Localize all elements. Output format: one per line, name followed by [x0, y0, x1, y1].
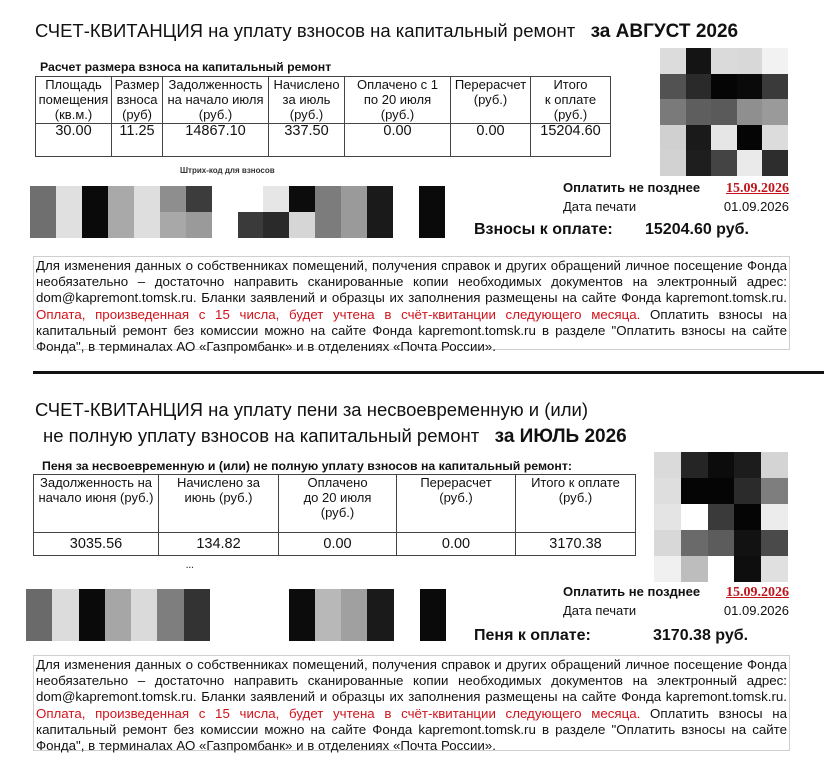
print-date-label: Дата печати — [563, 603, 637, 618]
receipt1-due-block — [563, 180, 789, 214]
barcode-image — [30, 186, 445, 238]
receipt2-total-value: 3170.38 руб. — [653, 627, 749, 644]
print-date-value: 01.09.2026 — [723, 603, 789, 618]
receipt1-value-cell: 0.00 — [345, 124, 451, 157]
receipt1-header-cell: Перерасчет (руб.) — [451, 77, 531, 124]
receipt1-notice: Для изменения данных о собственниках помещений, получения справок и других обращений личное посещение Фонда необязательно – достаточно направить сканированные копии необходимых документов на электронный адрес: dom@kapremont.tomsk.ru. Бланки заявлений и образцы их заполнения размещены на сайте Фонда kapremont.tomsk.ru. Оплата, произведенная с 15 числа, будет учтена в счёт-квитанции следующего месяца. Оплатить взносы на капитальный ремонт без комиссии можно на сайте Фонда kapremont.tomsk.ru в разделе "Оплатить взносы на сайте Фонда", в терминалах АО «Газпромбанк» и в отделениях «Почта России». — [33, 256, 790, 350]
receipt1-value-cell: 11.25 — [112, 124, 163, 157]
receipt2-value-cell: 0.00 — [279, 533, 397, 556]
receipt2-header-cell: Итого к оплате (руб.) — [516, 475, 636, 533]
receipt1-header-cell: Площадь помещения (кв.м.) — [36, 77, 112, 124]
receipt1-title — [35, 20, 738, 43]
receipt2-title-line1: СЧЕТ-КВИТАНЦИЯ на уплату пени за несвоевременную и (или) — [35, 399, 589, 420]
receipt1-value-cell: 15204.60 — [531, 124, 611, 157]
receipt1-title-period: за АВГУСТ 2026 — [590, 21, 739, 42]
qr-code-image — [654, 452, 788, 582]
receipt2-value-cell: 134.82 — [159, 533, 279, 556]
receipt2-total-label: Пеня к оплате: — [474, 627, 591, 644]
receipt2-header-cell: Перерасчет (руб.) — [397, 475, 516, 533]
receipt2-due-block — [563, 584, 789, 618]
late-payment-warning: Оплата, произведенная с 15 числа, будет учтена в счёт-квитанции следующего месяца. — [36, 705, 641, 721]
receipt2-value-cell: 0.00 — [397, 533, 516, 556]
receipt1-value-cell: 337.50 — [269, 124, 345, 157]
print-date-label: Дата печати — [563, 199, 637, 214]
receipt2-header-cell: Задолженность на начало июня (руб.) — [34, 475, 159, 533]
receipt1-total-label: Взносы к оплате: — [474, 221, 613, 238]
receipt1-value-cell: 0.00 — [451, 124, 531, 157]
receipt1-header-cell: Размер взноса (руб) — [112, 77, 163, 124]
receipt2-notice: Для изменения данных о собственниках помещений, получения справок и других обращений личное посещение Фонда необязательно – достаточно направить сканированные копии необходимых документов на электронный адрес: dom@kapremont.tomsk.ru. Бланки заявлений и образцы их заполнения размещены на сайте Фонда kapremont.tomsk.ru. Оплата, произведенная с 15 числа, будет учтена в счёт-квитанции следующего месяца. Оплатить взносы на капитальный ремонт без комиссии можно на сайте Фонда kapremont.tomsk.ru в разделе "Оплатить взносы на сайте Фонда", в терминалах АО «Газпромбанк» и в отделениях «Почта России». — [33, 655, 790, 751]
receipt1-calc-table — [35, 76, 611, 157]
receipt1-header-cell: Оплачено с 1 по 20 июля (руб.) — [345, 77, 451, 124]
receipt1-header-cell: Начислено за июль (руб.) — [269, 77, 345, 124]
receipt2-title-line2 — [43, 425, 627, 448]
receipt2-header-cell: Оплачено до 20 июля (руб.) — [279, 475, 397, 533]
barcode-image — [26, 589, 446, 641]
receipt2-value-cell: 3035.56 — [34, 533, 159, 556]
receipt2-value-row — [34, 533, 636, 556]
section-divider — [33, 371, 824, 374]
pay-before-date: 15.09.2026 — [726, 181, 789, 196]
receipt1-total-value: 15204.60 руб. — [645, 221, 749, 238]
receipt1-value-cell: 14867.10 — [163, 124, 269, 157]
receipt1-header-cell: Задолженность на начало июля (руб.) — [163, 77, 269, 124]
pay-before-label: Оплатить не позднее — [563, 584, 701, 599]
receipt1-value-cell: 30.00 — [36, 124, 112, 157]
receipt2-header-cell: Начислено за июнь (руб.) — [159, 475, 279, 533]
receipt2-title-period: за ИЮЛЬ 2026 — [494, 426, 627, 447]
receipt2-header-row — [34, 475, 636, 533]
receipt2-table-title: Пеня за несвоевременную и (или) не полную уплату взносов на капитальный ремонт: — [42, 459, 572, 473]
receipt1-table-title: Расчет размера взноса на капитальный ремонт — [40, 60, 332, 74]
receipt1-value-row — [36, 124, 611, 157]
qr-code-image — [660, 48, 788, 176]
receipt1-header-cell: Итого к оплате (руб.) — [531, 77, 611, 124]
receipt2-value-cell: 3170.38 — [516, 533, 636, 556]
pay-before-label: Оплатить не позднее — [563, 180, 701, 195]
pay-before-date: 15.09.2026 — [726, 585, 789, 600]
receipt1-header-row — [36, 77, 611, 124]
receipt2-penalty-table — [33, 474, 636, 556]
receipt1-title-text: СЧЕТ-КВИТАНЦИЯ на уплату взносов на капитальный ремонт — [35, 20, 576, 41]
late-payment-warning: Оплата, произведенная с 15 числа, будет учтена в счёт-квитанции следующего месяца. — [36, 306, 641, 322]
receipt2-title-text: не полную уплату взносов на капитальный ремонт — [43, 425, 480, 446]
print-date-value: 01.09.2026 — [723, 199, 789, 214]
barcode-caption: Штрих-код для взносов — [180, 166, 275, 175]
barcode-caption-fragment: ··· — [186, 563, 194, 572]
